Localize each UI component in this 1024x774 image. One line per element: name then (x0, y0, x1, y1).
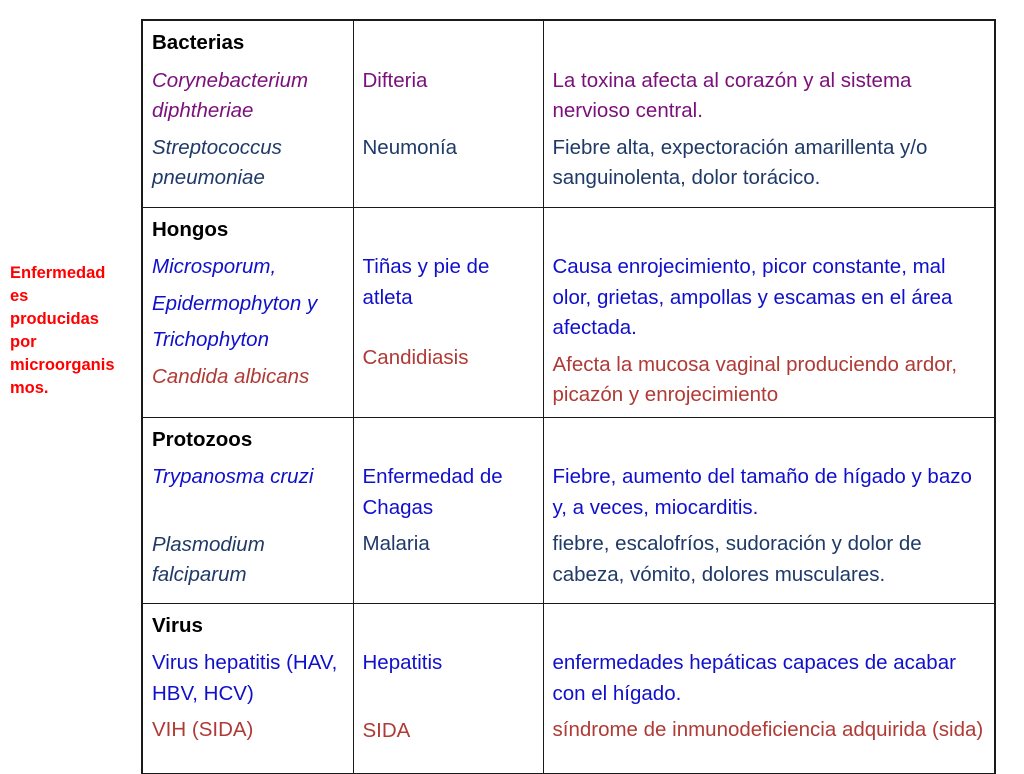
organism-name: Streptococcus pneumoniae (152, 135, 282, 189)
side-label-line: mos. (10, 379, 49, 397)
symptom-cell (543, 207, 995, 417)
group-heading: Protozoos (152, 427, 253, 451)
organism-cell (142, 417, 353, 603)
symptom-cell (543, 20, 995, 207)
side-label-line: Enfermedad (10, 264, 106, 282)
disease-name: Neumonía (362, 136, 458, 159)
disease-cell (353, 207, 543, 417)
disease-cell (353, 20, 543, 207)
symptom-text: Causa enrojecimiento, picor constante, mal olor, grietas, ampollas y escamas en el área afectada. (552, 255, 953, 339)
organism-name: Trypanosma cruzi (152, 465, 314, 488)
organism-name: Epidermophyton y (152, 291, 318, 315)
organism-name: Corynebacterium diphtheriae (152, 68, 309, 122)
side-label-line: es (10, 287, 29, 305)
disease-name: Candidiasis (362, 346, 469, 369)
symptom-text: síndrome de inmunodeficiencia adquirida (sida) (552, 718, 984, 741)
symptom-text: enfermedades hepáticas capaces de acabar con el hígado. (552, 651, 956, 705)
symptom-cell (543, 603, 995, 773)
side-label-line: producidas (10, 310, 99, 328)
group-heading: Hongos (152, 217, 229, 241)
organism-name: Microsporum, (152, 255, 277, 278)
group-heading: Virus (152, 613, 203, 637)
organism-cell (142, 207, 353, 417)
side-label-line: por (10, 333, 37, 351)
table-row-protozoos (142, 417, 995, 603)
group-heading: Bacterias (152, 31, 245, 54)
side-label-line: microorganis (10, 356, 115, 374)
organism-cell (142, 20, 353, 207)
disease-name: Hepatitis (362, 651, 443, 674)
organism-name: Virus hepatitis (HAV, HBV, HCV) (152, 651, 338, 705)
disease-name: Tiñas y pie de atleta (362, 255, 490, 309)
symptom-text: fiebre, escalofríos, sudoración y dolor de cabeza, vómito, dolores musculares. (552, 532, 922, 586)
table-row-hongos (142, 207, 995, 417)
side-label (10, 262, 134, 400)
table-row-bacterias (142, 20, 995, 207)
disease-name: SIDA (362, 718, 411, 742)
symptom-text: Fiebre, aumento del tamaño de hígado y bazo y, a veces, miocarditis. (552, 465, 972, 519)
organism-name: Plasmodium falciparum (152, 532, 265, 586)
disease-name: Difteria (362, 68, 428, 92)
organism-name: VIH (SIDA) (152, 718, 254, 741)
symptom-text: La toxina afecta al corazón y al sistema nervioso central. (552, 68, 912, 122)
disease-cell (353, 603, 543, 773)
organism-name: Trichophyton (152, 328, 269, 351)
disease-name: Enfermedad de Chagas (362, 465, 503, 519)
symptom-text: Fiebre alta, expectoración amarillenta y/o sanguinolenta, dolor torácico. (552, 135, 928, 189)
disease-name: Malaria (362, 532, 430, 555)
disease-cell (353, 417, 543, 603)
organism-cell (142, 603, 353, 773)
table-row-virus (142, 603, 995, 773)
microorganism-table (141, 19, 996, 774)
organism-name: Candida albicans (152, 364, 310, 388)
symptom-text: Afecta la mucosa vaginal produciendo ardor, picazón y enrojecimiento (552, 352, 958, 406)
symptom-cell (543, 417, 995, 603)
